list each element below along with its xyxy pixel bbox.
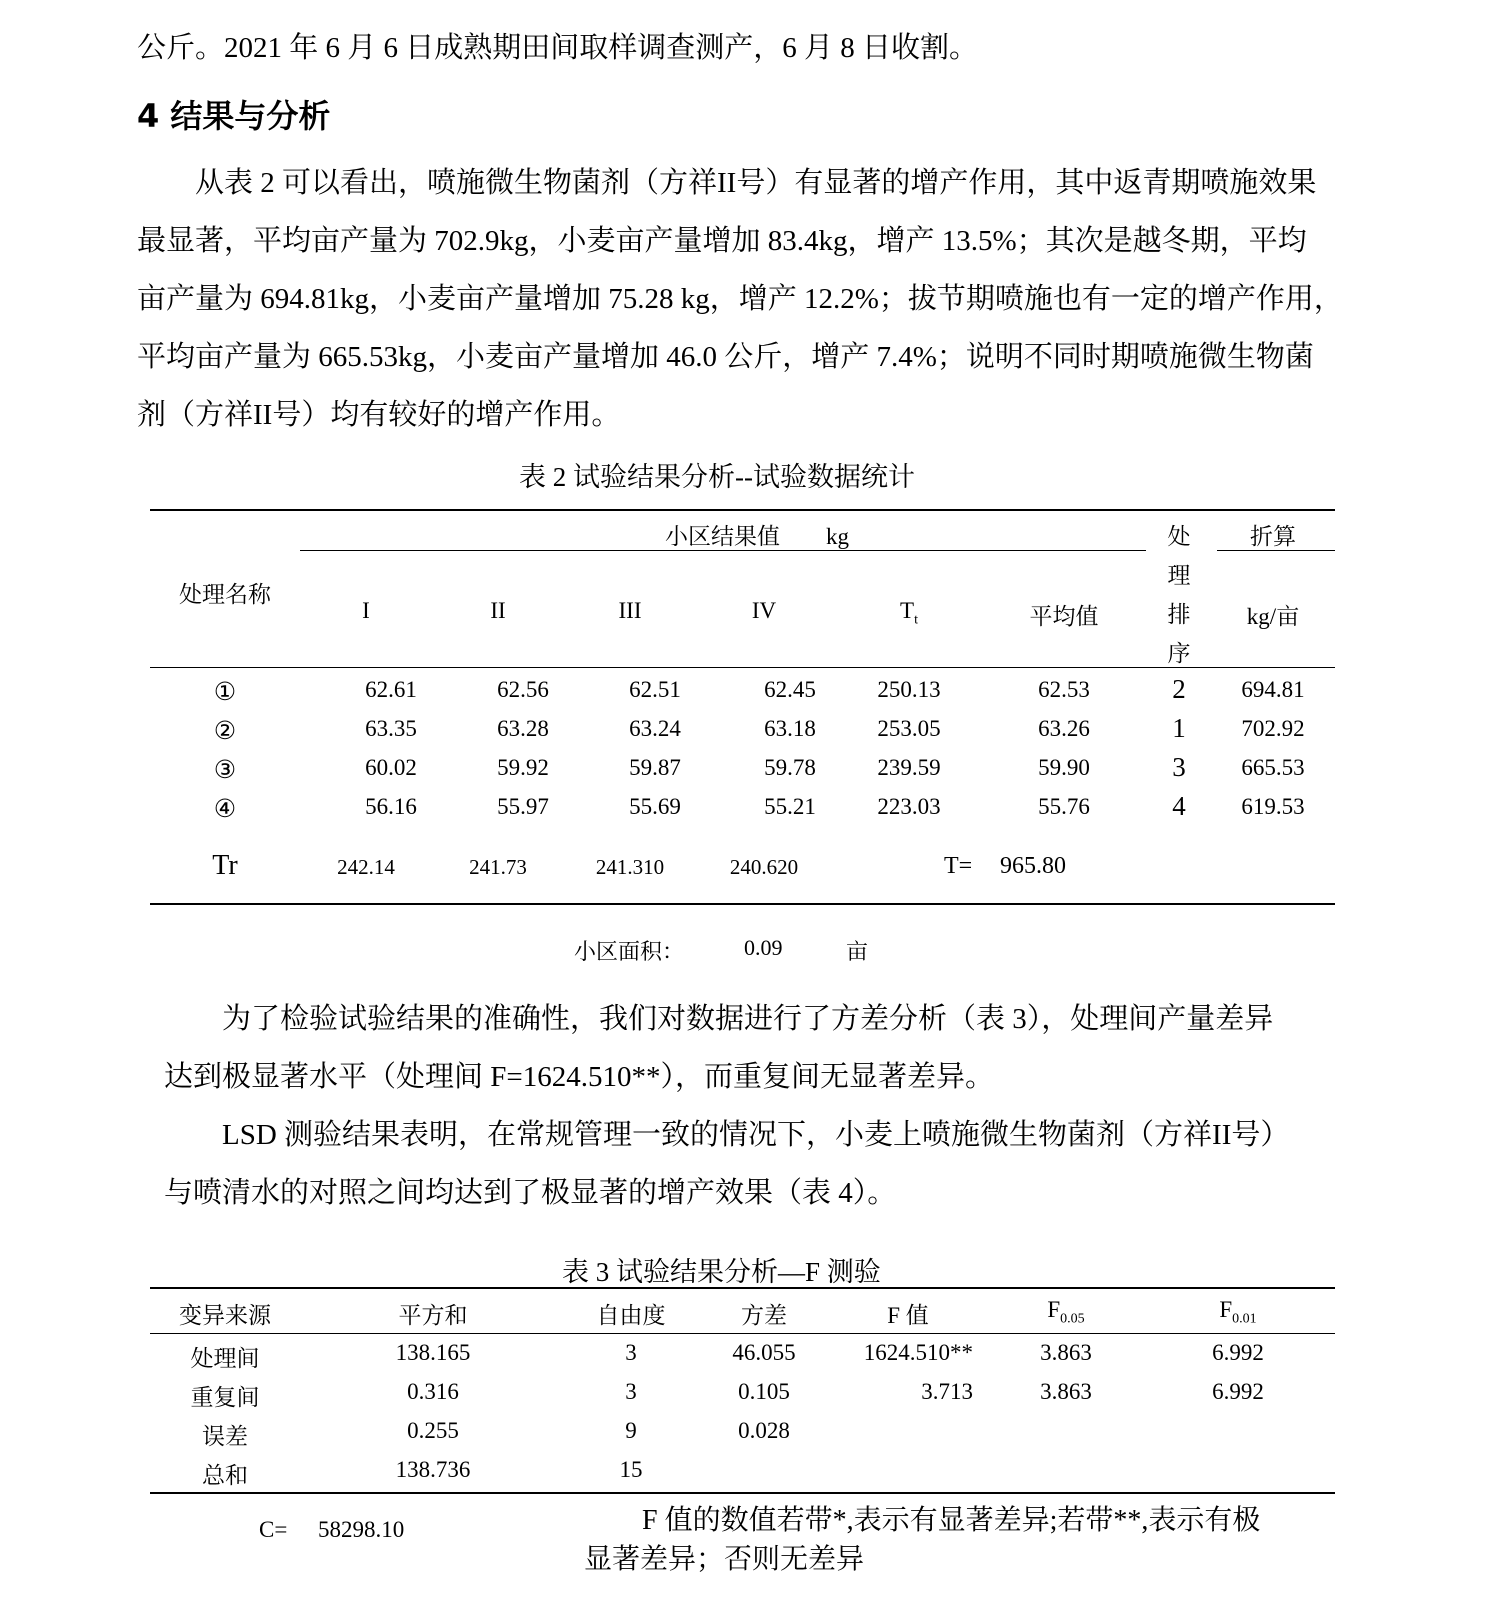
table-caption: 表 2 试验结果分析--试验数据统计: [519, 462, 915, 492]
t-label: T=: [944, 853, 973, 879]
cell-convert: 665.53: [1241, 755, 1305, 780]
t-value: 965.80: [1000, 853, 1066, 879]
cell-value: 138.736: [395, 1457, 471, 1482]
cell-value: 62.51: [629, 677, 681, 702]
cell-rank: 3: [1172, 752, 1186, 782]
cell-value: 62.53: [1038, 677, 1090, 702]
cell-value: 3.863: [1040, 1340, 1092, 1365]
area-value: 0.09: [744, 935, 783, 960]
header-col-III: III: [618, 598, 642, 623]
cell-value: 55.76: [1038, 794, 1090, 819]
paragraph-line: LSD 测验结果表明，在常规管理一致的情况下，小麦上喷施微生物菌剂（方祥II号）: [222, 1119, 1290, 1151]
header-bottom-rule: [150, 667, 1335, 668]
row-treatment: ③: [213, 757, 237, 784]
header-rank-char: 序: [1167, 641, 1191, 666]
cell-value: 15: [619, 1457, 643, 1482]
tr-value: 241.73: [469, 855, 527, 879]
header-f-value: F 值: [887, 1303, 929, 1328]
f-value-note: F 值的数值若带*,表示有显著差异;若带**,表示有极: [642, 1505, 1261, 1536]
area-label: 小区面积：: [574, 939, 685, 964]
header-col-mean: 平均值: [1029, 604, 1099, 629]
header-convert-unit: kg/亩: [1246, 604, 1300, 629]
header-rank-char: 排: [1167, 602, 1191, 627]
cell-value: 63.26: [1038, 716, 1090, 741]
cell-value: 1624.510**: [863, 1340, 973, 1365]
cell-value: 63.24: [629, 716, 681, 741]
cell-value: 62.45: [764, 677, 816, 702]
section-heading: 4 结果与分析: [137, 97, 331, 135]
header-col-II: II: [490, 598, 506, 623]
paragraph-line: 达到极显著水平（处理间 F=1624.510**），而重复间无显著差异。: [164, 1061, 994, 1093]
cell-convert: 702.92: [1241, 716, 1305, 741]
area-unit: 亩: [846, 939, 869, 964]
table-bottom-rule: [150, 903, 1335, 905]
table-caption: 表 3 试验结果分析—F 测验: [562, 1257, 881, 1287]
header-rank-char: 理: [1167, 563, 1191, 588]
cell-source: 处理间: [190, 1346, 260, 1371]
paragraph-line: 剂（方祥II号）均有较好的增产作用。: [137, 399, 621, 431]
cell-value: 62.56: [497, 677, 549, 702]
cell-source: 总和: [202, 1463, 248, 1488]
tr-value: 242.14: [337, 855, 395, 879]
cell-value: 250.13: [877, 677, 941, 702]
header-treatment-name: 处理名称: [179, 582, 271, 607]
cell-value: 56.16: [365, 794, 417, 819]
tr-value: 240.620: [729, 855, 799, 879]
header-col-IV: IV: [751, 598, 777, 623]
cell-value: 0.105: [738, 1379, 790, 1404]
cell-value: 63.18: [764, 716, 816, 741]
cell-source: 重复间: [190, 1385, 260, 1410]
c-label: C=: [259, 1517, 288, 1542]
row-treatment: ②: [213, 718, 237, 745]
cell-value: 138.165: [395, 1340, 471, 1365]
f-value-note: 显著差异；否则无差异: [584, 1544, 865, 1575]
table-bottom-rule: [150, 1492, 1335, 1494]
cell-convert: 619.53: [1241, 794, 1305, 819]
cell-value: 60.02: [365, 755, 417, 780]
row-treatment: ④: [213, 796, 237, 823]
cell-rank: 2: [1172, 674, 1186, 704]
cell-value: 55.97: [497, 794, 549, 819]
cell-value: 6.992: [1212, 1379, 1264, 1404]
cell-convert: 694.81: [1241, 677, 1305, 702]
cell-value: 253.05: [877, 716, 941, 741]
cell-value: 63.35: [365, 716, 417, 741]
cell-value: 0.255: [407, 1418, 459, 1443]
paragraph-line: 平均亩产量为 665.53kg，小麦亩产量增加 46.0 公斤，增产 7.4%；说明不同时期喷施微生物菌: [137, 341, 1314, 373]
cell-value: 6.992: [1212, 1340, 1264, 1365]
cell-value: 3.713: [921, 1379, 973, 1404]
cell-value: 62.61: [365, 677, 417, 702]
cell-value: 0.028: [738, 1418, 790, 1443]
row-treatment: ①: [213, 679, 237, 706]
cell-value: 223.03: [877, 794, 941, 819]
header-rank-char: 处: [1167, 524, 1191, 549]
header-variance: 方差: [741, 1303, 787, 1328]
cell-value: 55.69: [629, 794, 681, 819]
paragraph-line: 最显著，平均亩产量为 702.9kg，小麦亩产量增加 83.4kg，增产 13.5%；其次是越冬期，平均: [137, 225, 1307, 257]
table-top-rule: [150, 1287, 1335, 1289]
header-col-I: I: [362, 598, 370, 623]
header-source: 变异来源: [179, 1303, 271, 1328]
cell-value: 46.055: [732, 1340, 796, 1365]
header-df: 自由度: [596, 1303, 666, 1328]
tr-label: Tr: [212, 850, 238, 881]
cell-source: 误差: [202, 1424, 248, 1449]
c-value: 58298.10: [318, 1517, 405, 1542]
paragraph-line: 与喷清水的对照之间均达到了极显著的增产效果（表 4）。: [164, 1177, 897, 1209]
table-top-rule: [150, 509, 1335, 511]
header-f005: $F_{0.05}$: [1047, 1297, 1085, 1327]
cell-value: 55.21: [764, 794, 816, 819]
cell-value: 59.90: [1038, 755, 1090, 780]
cell-value: 9: [625, 1418, 637, 1443]
cell-rank: 1: [1172, 713, 1186, 743]
cell-value: 3: [625, 1340, 637, 1365]
cell-value: 3: [625, 1379, 637, 1404]
cell-value: 59.78: [764, 755, 816, 780]
paragraph-line: 亩产量为 694.81kg，小麦亩产量增加 75.28 kg，增产 12.2%；拔节期喷施也有一定的增产作用，: [137, 283, 1343, 315]
header-f001: $F_{0.01}$: [1219, 1297, 1257, 1327]
header-col-Tt: $T_t$: [900, 598, 918, 628]
header-group-label: 小区结果值 kg: [665, 524, 849, 549]
paragraph-line: 为了检验试验结果的准确性，我们对数据进行了方差分析（表 3），处理间产量差异: [222, 1003, 1274, 1035]
header-sum-squares: 平方和: [398, 1303, 468, 1328]
cell-value: 3.863: [1040, 1379, 1092, 1404]
cell-value: 59.87: [629, 755, 681, 780]
paragraph-line: 从表 2 可以看出，喷施微生物菌剂（方祥II号）有显著的增产作用，其中返青期喷施效果: [195, 167, 1317, 199]
intro-line: 公斤。2021 年 6 月 6 日成熟期田间取样调查测产，6 月 8 日收割。: [137, 32, 979, 64]
cell-rank: 4: [1172, 791, 1186, 821]
cell-value: 63.28: [497, 716, 549, 741]
cell-value: 59.92: [497, 755, 549, 780]
header-bottom-rule: [150, 1333, 1335, 1334]
cell-value: 0.316: [407, 1379, 459, 1404]
cell-value: 239.59: [877, 755, 941, 780]
header-convert: 折算: [1250, 524, 1296, 549]
tr-value: 241.310: [595, 855, 665, 879]
